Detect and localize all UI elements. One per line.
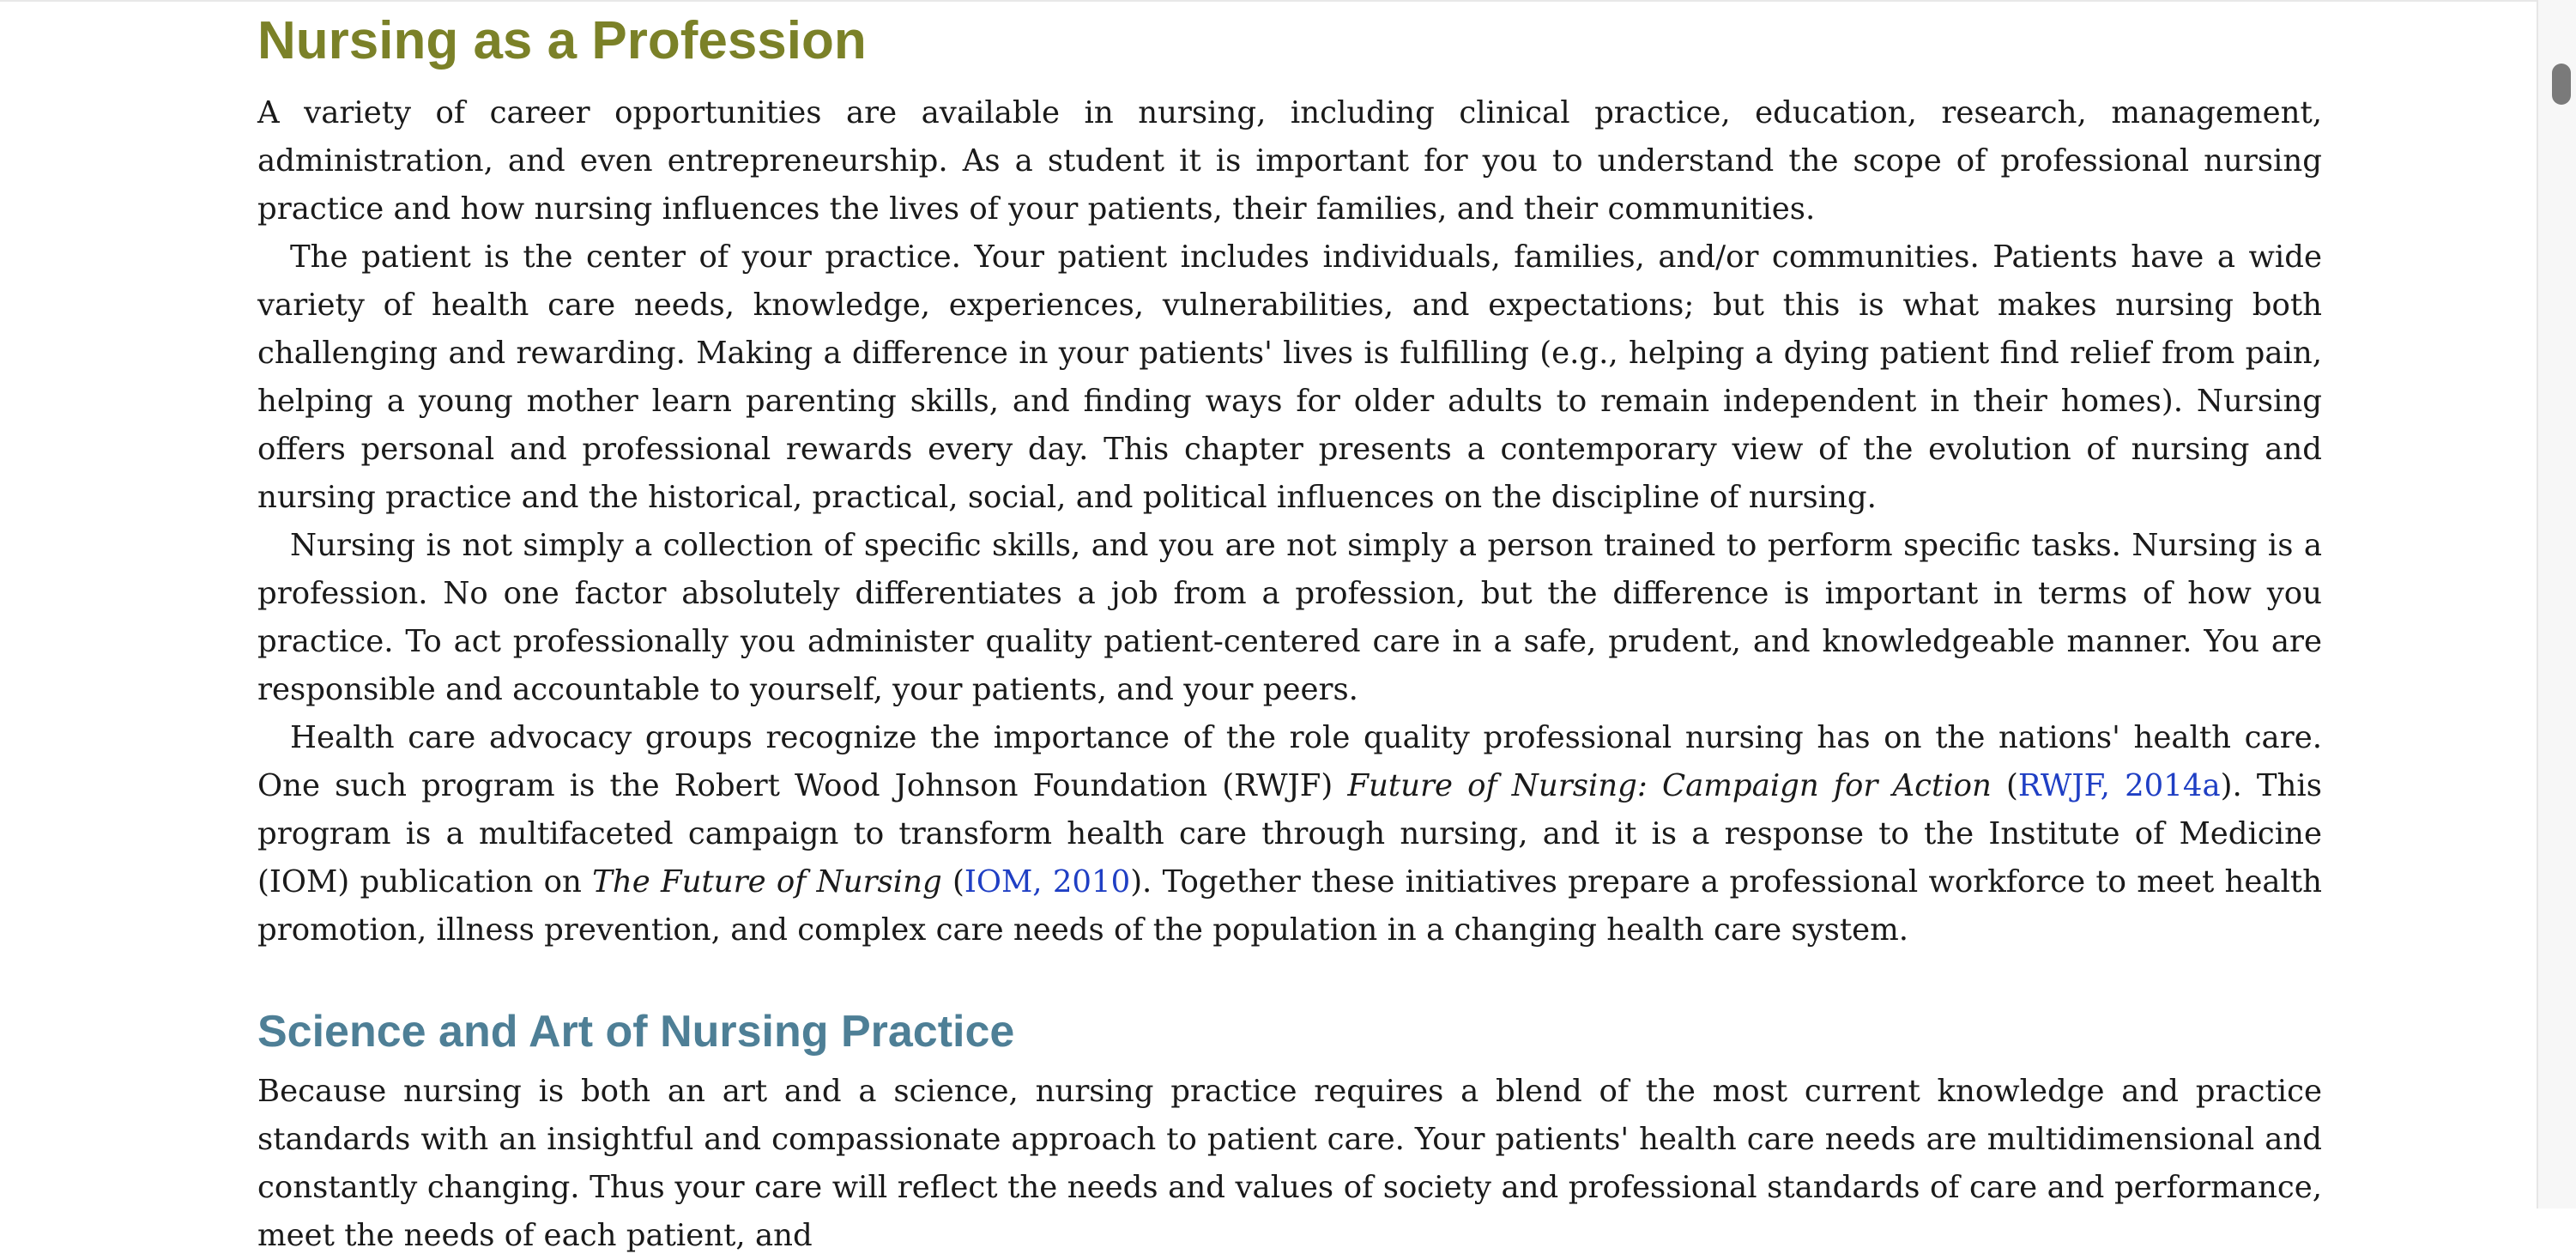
paragraph-patient-center: The patient is the center of your practice. Your patient includes individuals, families, and/or communities. Patients have a wide variety of health care needs, knowledge, experiences, vulnerabilities, and expectations; but this is what makes nursing both challenging and rewarding. Making a difference in your patients' lives is fulfilling (e.g., helping a dying patient find relief from pain, helping a young mother learn parenting skills, and finding ways for older adults to remain independent in their homes). Nursing offers personal and professional rewards every day. This chapter presents a contemporary view of the evolution of nursing and nursing practice and the historical, practical, social, and political influences on the discipline of nursing. xyxy=(257,239,2322,515)
advocacy-text-4: ( xyxy=(941,864,964,900)
paragraph-art-and-science: Because nursing is both an art and a science, nursing practice requires a blend of the most current knowledge and practice standards with an insightful and compassionate approach to patient care. Your patients' health care needs are multidimensional and constantly changing. Thus your care will reflect the needs and values of society and professional standards of care and performance, meet the needs of each patient, and xyxy=(257,1074,2322,1253)
chapter-content xyxy=(257,0,2322,1260)
paragraph-advocacy xyxy=(257,714,2322,954)
publication-title: The Future of Nursing xyxy=(592,864,942,900)
paragraph-profession: Nursing is not simply a collection of specific skills, and you are not simply a person trained to perform specific tasks. Nursing is a profession. No one factor absolutely differentiates a job from a profession, but the difference is important in terms of how you practice. To act professionally you administer quality patient-centered care in a safe, prudent, and knowledgeable manner. You are responsible and accountable to yourself, your patients, and your peers. xyxy=(257,528,2322,707)
advocacy-text-3: ). This program is a multifaceted campaign to transform health care through nursing, and it is a response to the Institute of Medicine (IOM) publication on xyxy=(257,768,2322,900)
paragraph-career-opportunities: A variety of career opportunities are available in nursing, including clinical practice, education, research, management, administration, and even entrepreneurship. As a student it is important for you to understand the scope of professional nursing practice and how nursing influences the lives of your patients, their families, and their communities. xyxy=(257,95,2322,227)
advocacy-text-1: Health care advocacy groups recognize the importance of the role quality professional nursing has on the nations' health care. One such program is the Robert Wood Johnson Foundation (RWJF) xyxy=(257,720,2322,803)
citation-link-rwjf-2014a[interactable]: RWJF, 2014a xyxy=(2017,768,2221,803)
vertical-scrollbar[interactable] xyxy=(2537,0,2576,1209)
advocacy-text-5: ). Together these initiatives prepare a professional workforce to meet health promotion, illness prevention, and complex care needs of the population in a changing health care system. xyxy=(257,864,2323,948)
campaign-title: Future of Nursing: Campaign for Action xyxy=(1347,768,1992,803)
subsection-heading: Science and Art of Nursing Practice xyxy=(257,1007,1015,1057)
section-heading: Nursing as a Profession xyxy=(257,11,867,70)
citation-link-iom-2010[interactable]: IOM, 2010 xyxy=(964,864,1131,900)
section-spacer xyxy=(257,954,2322,1004)
scrollbar-thumb[interactable] xyxy=(2552,64,2571,105)
advocacy-text-2: ( xyxy=(1991,768,2018,803)
